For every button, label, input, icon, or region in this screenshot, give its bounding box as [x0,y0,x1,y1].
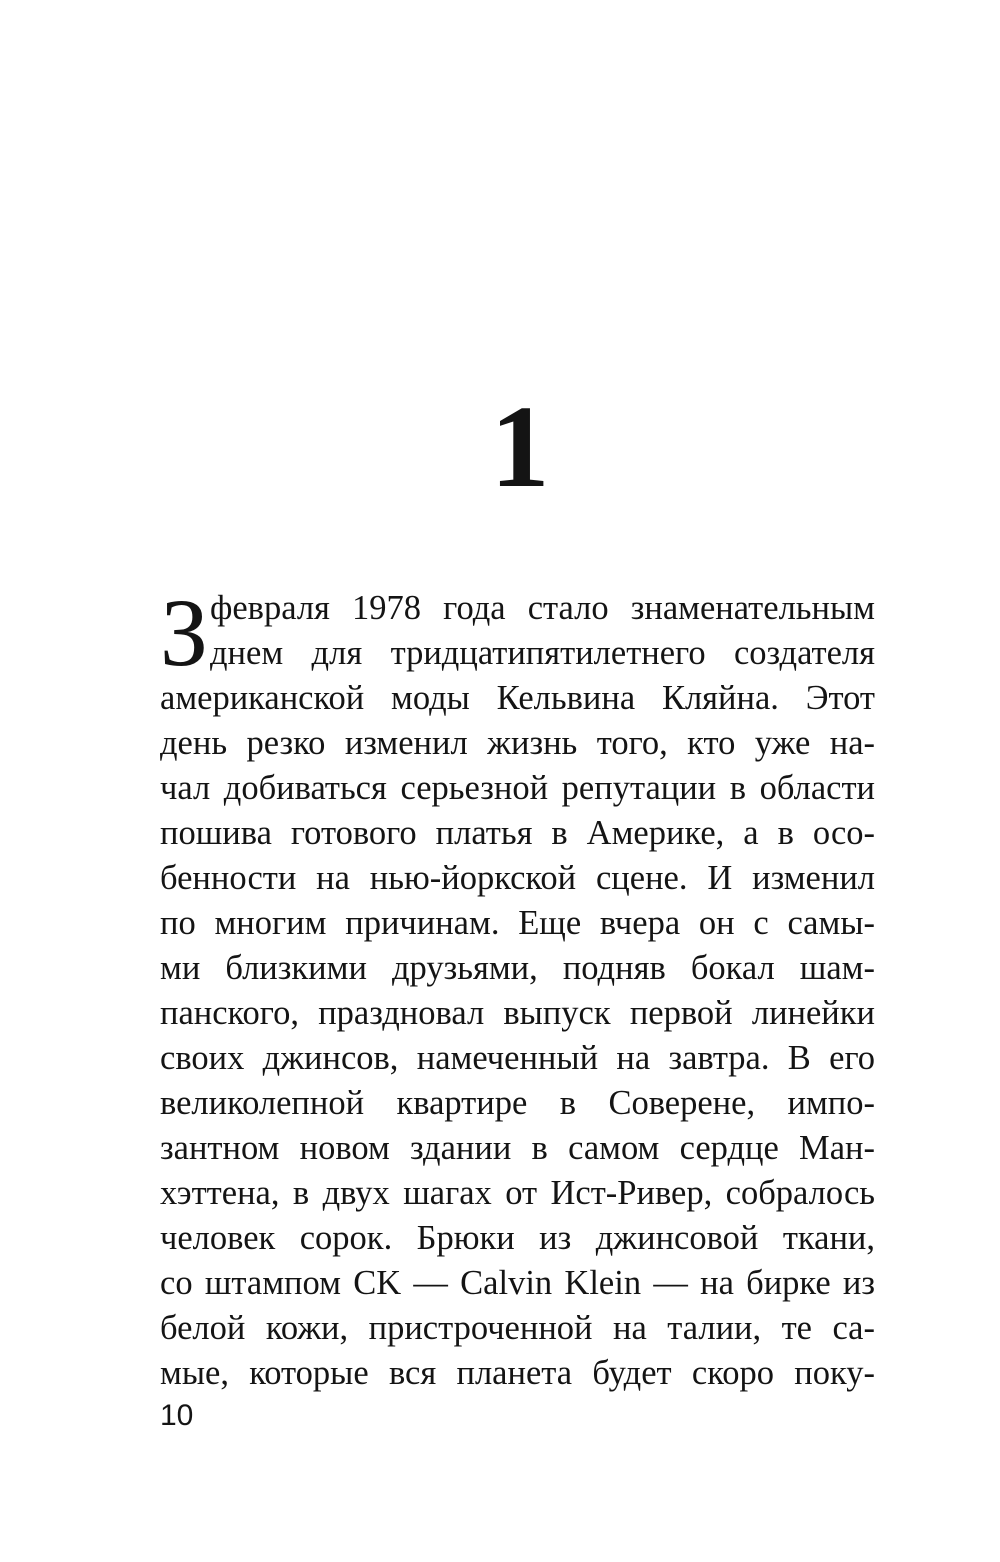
text-line: день резко изменил жизнь того, кто уже на- [160,724,875,762]
chapter-body [160,579,875,1396]
text-line: чал добиваться серьезной репутации в области [160,769,875,807]
text-line: ми близкими друзьями, подняв бокал шам- [160,949,875,987]
text-line: панского, праздновал выпуск первой линейки [160,994,875,1032]
text-line: зантном новом здании в самом сердце Ман- [160,1129,875,1167]
drop-cap: З [160,579,209,686]
text-line: днем для тридцатипятилетнего создателя [210,634,875,672]
text-line: бенности на нью-йоркской сцене. И изменил [160,859,875,897]
text-line: по многим причинам. Еще вчера он с самы- [160,904,875,942]
text-line: американской моды Кельвина Кляйна. Этот [160,679,875,717]
text-line: февраля 1978 года стало знаменательным [210,589,875,627]
text-line: со штампом CK — Calvin Klein — на бирке из [160,1264,875,1302]
text-line: своих джинсов, намеченный на завтра. В его [160,1039,875,1077]
page-number: 10 [160,1399,194,1432]
chapter-number: 1 [490,381,550,512]
text-line: человек сорок. Брюки из джинсовой ткани, [160,1219,875,1257]
text-line: мые, которые вся планета будет скоро поку- [160,1354,875,1392]
text-line: белой кожи, пристроченной на талии, те са- [160,1309,875,1347]
text-line: пошива готового платья в Америке, а в осо- [160,814,875,852]
text-line: хэттена, в двух шагах от Ист-Ривер, собралось [160,1174,875,1212]
text-line: великолепной квартире в Соверене, импо- [160,1084,875,1122]
